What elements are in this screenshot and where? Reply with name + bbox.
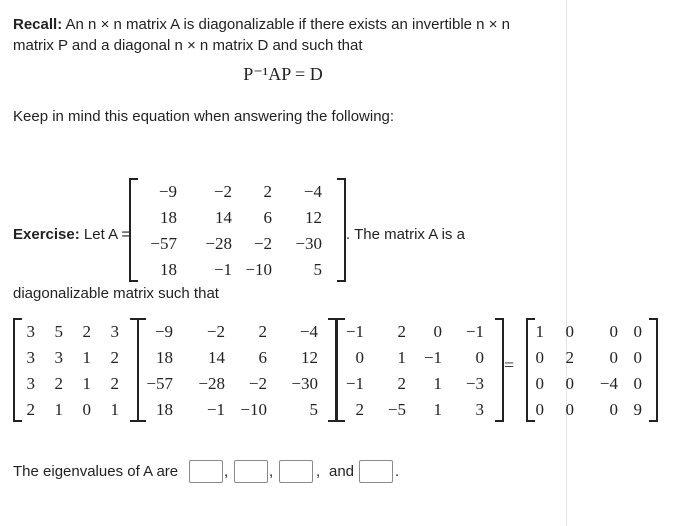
matrix-p-inverse-cell: 3 [26, 348, 35, 367]
matrix-a-product-cell: −4 [299, 322, 318, 341]
matrix-a-cell: −9 [158, 182, 177, 201]
matrix-p-cell: −1 [423, 348, 442, 367]
eigenvalue-input-1[interactable] [189, 460, 223, 483]
matrix-a-cell: 5 [313, 260, 322, 279]
matrix-p-cell: −3 [465, 374, 484, 393]
panel-divider [566, 0, 567, 526]
matrix-p-inverse-cell: 2 [110, 348, 119, 367]
matrix-p-inverse-cell: 1 [82, 348, 91, 367]
matrix-d-cell: 0 [535, 348, 544, 367]
matrix-d-cell: 1 [535, 322, 544, 341]
matrix-d-cell: 0 [565, 322, 574, 341]
matrix-d-cell: 0 [633, 348, 642, 367]
matrix-a-cell: −1 [213, 260, 232, 279]
eigen-comma-1: , [224, 463, 229, 480]
matrix-p-cell: 2 [397, 374, 406, 393]
eigen-prompt: The eigenvalues of A are [13, 463, 179, 480]
matrix-p-cell: 0 [433, 322, 442, 341]
matrix-a-cell: −2 [213, 182, 232, 201]
matrix-p-cell: 0 [355, 348, 364, 367]
matrix-p-cell: 1 [433, 374, 442, 393]
matrix-d-cell: 9 [633, 400, 642, 419]
matrix-a-product-cell: 18 [156, 400, 173, 419]
matrix-a-cell: 6 [263, 208, 272, 227]
matrix-p-cell: 1 [397, 348, 406, 367]
matrix-p-cell: −1 [465, 322, 484, 341]
matrix-p-cell: −5 [387, 400, 406, 419]
matrix-a-cell: 14 [215, 208, 232, 227]
matrix-d-cell: 0 [633, 374, 642, 393]
matrix-p-inverse-cell: 1 [110, 400, 119, 419]
matrix-p-inverse-cell: 1 [82, 374, 91, 393]
matrix-a-cell: −28 [205, 234, 232, 253]
matrix-p-cell: 1 [433, 400, 442, 419]
matrix-d-cell: 0 [609, 348, 618, 367]
instruction-text: Keep in mind this equation when answering the following: [13, 108, 395, 125]
matrix-p-inverse-cell: 1 [54, 400, 63, 419]
eigen-comma-2: , [269, 463, 274, 480]
exercise-continuation: diagonalizable matrix such that [13, 285, 219, 302]
matrix-d-cell: 0 [565, 374, 574, 393]
recall-label: Recall: [13, 16, 63, 33]
eigenvalue-input-4[interactable] [359, 460, 393, 483]
matrix-a-product-cell: 6 [258, 348, 267, 367]
matrix-a-cell: 18 [160, 260, 177, 279]
matrix-d-cell: 2 [565, 348, 574, 367]
matrix-a-product-cell: 12 [301, 348, 318, 367]
eigen-end: . [395, 463, 400, 480]
matrix-a-product-cell: −9 [154, 322, 173, 341]
matrix-a-product [137, 318, 337, 422]
matrix-a-cell: 18 [160, 208, 177, 227]
matrix-a-cell: −10 [245, 260, 272, 279]
eigen-comma-3: , [316, 463, 321, 480]
matrix-a-cell: 12 [305, 208, 322, 227]
matrix-a-product-cell: −57 [146, 374, 173, 393]
matrix-p-inverse-cell: 5 [54, 322, 63, 341]
matrix-p-cell: 2 [355, 400, 364, 419]
matrix-d-cell: 0 [565, 400, 574, 419]
matrix-d-cell: 0 [609, 400, 618, 419]
matrix-a-product-cell: 5 [309, 400, 318, 419]
matrix-p-inverse-cell: 3 [54, 348, 63, 367]
matrix-a-product-cell: 18 [156, 348, 173, 367]
recall-text-1: An n × n matrix A is diagonalizable if there exists an invertible n × n [65, 16, 510, 33]
matrix-p-cell: −1 [345, 322, 364, 341]
matrix-d-cell: 0 [535, 400, 544, 419]
matrix-p-inverse-cell: 0 [82, 400, 91, 419]
matrix-a-product-cell: 14 [208, 348, 225, 367]
matrix-d [526, 318, 658, 422]
matrix-a-product-cell: −10 [240, 400, 267, 419]
exercise-label: Exercise: [13, 226, 80, 243]
matrix-p-inverse-cell: 3 [26, 322, 35, 341]
matrix-p-inverse-cell: 2 [110, 374, 119, 393]
matrix-d-cell: 0 [633, 322, 642, 341]
matrix-a-cell: −30 [295, 234, 322, 253]
matrix-a-product-cell: −1 [206, 400, 225, 419]
recall-equation: P⁻¹AP = D [243, 64, 323, 84]
matrix-a [129, 178, 346, 282]
matrix-d-cell: −4 [599, 374, 618, 393]
exercise-after: . The matrix A is a [346, 226, 465, 243]
matrix-d-cell: 0 [535, 374, 544, 393]
matrix-a-product-cell: −2 [206, 322, 225, 341]
matrix-p-cell: 0 [475, 348, 484, 367]
matrix-d-cell: 0 [609, 322, 618, 341]
equals-sign: = [504, 355, 515, 375]
matrix-p-inverse-cell: 2 [26, 400, 35, 419]
eigenvalue-input-3[interactable] [279, 460, 313, 483]
matrix-a-product-cell: −2 [248, 374, 267, 393]
matrix-p-inverse-cell: 3 [26, 374, 35, 393]
matrix-a-cell: 2 [263, 182, 272, 201]
matrix-a-cell: −4 [303, 182, 322, 201]
matrix-a-product-cell: −28 [198, 374, 225, 393]
matrix-a-product-cell: −30 [291, 374, 318, 393]
eigen-and: and [329, 463, 355, 480]
matrix-p-inverse [13, 318, 139, 422]
matrix-p-cell: 2 [397, 322, 406, 341]
exercise-let: Let A = [83, 226, 131, 243]
recall-line-1 [13, 16, 510, 33]
matrix-p-inverse-cell: 2 [54, 374, 63, 393]
matrix-a-cell: −57 [150, 234, 177, 253]
matrix-p-inverse-cell: 3 [110, 322, 119, 341]
matrix-p [336, 318, 504, 422]
matrix-a-product-cell: 2 [258, 322, 267, 341]
eigenvalue-input-2[interactable] [234, 460, 268, 483]
matrix-p-inverse-cell: 2 [82, 322, 91, 341]
exercise-lead [13, 226, 130, 243]
matrix-p-cell: −1 [345, 374, 364, 393]
matrix-a-cell: −2 [253, 234, 272, 253]
recall-text-2: matrix P and a diagonal n × n matrix D and such that [13, 37, 363, 54]
matrix-p-cell: 3 [475, 400, 484, 419]
